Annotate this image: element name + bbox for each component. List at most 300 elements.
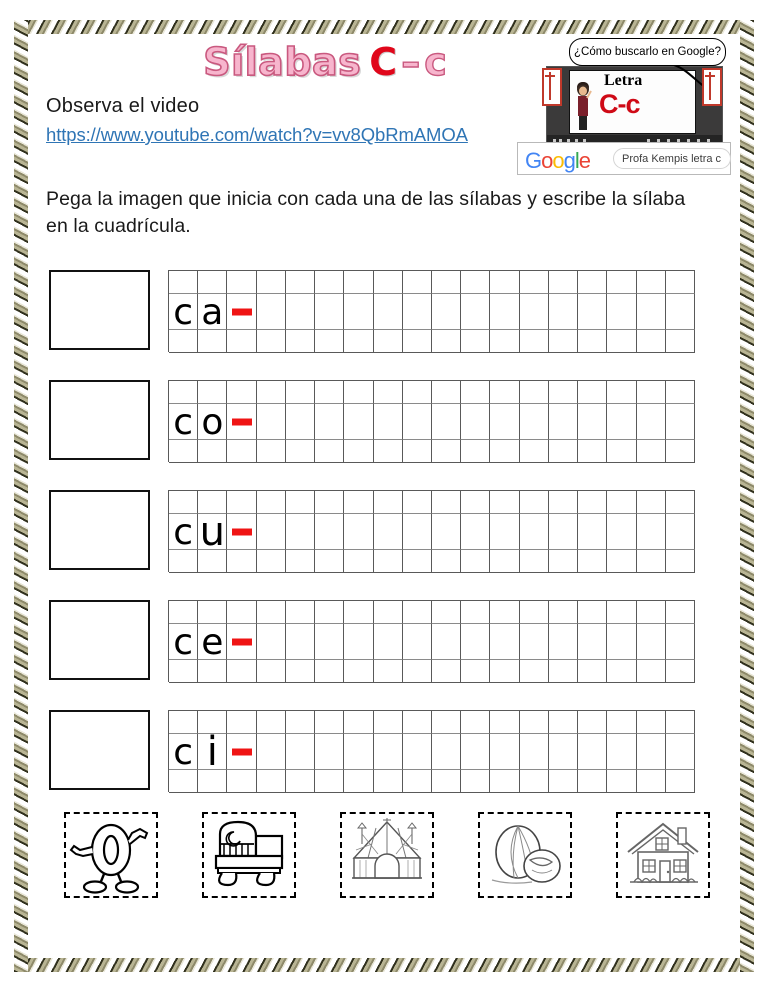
grid-cell[interactable] bbox=[169, 770, 198, 793]
grid-cell[interactable] bbox=[432, 514, 461, 550]
grid-cell[interactable] bbox=[257, 271, 286, 294]
grid-cell[interactable] bbox=[607, 770, 636, 793]
paste-image-box[interactable] bbox=[49, 490, 150, 570]
grid-cell[interactable] bbox=[666, 711, 695, 734]
grid-cell[interactable] bbox=[403, 711, 432, 734]
grid-cell[interactable] bbox=[520, 271, 549, 294]
grid-cell[interactable] bbox=[490, 404, 519, 440]
grid-cell[interactable] bbox=[315, 734, 344, 770]
grid-cell[interactable] bbox=[198, 729, 227, 775]
grid-cell[interactable] bbox=[286, 770, 315, 793]
grid-cell[interactable] bbox=[286, 624, 315, 660]
grid-cell[interactable] bbox=[344, 660, 373, 683]
grid-cell[interactable] bbox=[607, 660, 636, 683]
grid-cell[interactable] bbox=[403, 770, 432, 793]
clipart-casa[interactable] bbox=[616, 812, 710, 898]
grid-cell[interactable] bbox=[257, 711, 286, 734]
grid-cell[interactable] bbox=[666, 330, 695, 353]
grid-cell[interactable] bbox=[666, 294, 695, 330]
grid-cell[interactable] bbox=[549, 624, 578, 660]
grid-cell[interactable] bbox=[432, 550, 461, 573]
grid-cell[interactable] bbox=[666, 550, 695, 573]
exercise-rows bbox=[40, 262, 730, 812]
grid-cell[interactable] bbox=[666, 601, 695, 624]
grid-cell[interactable] bbox=[490, 271, 519, 294]
grid-cell[interactable] bbox=[286, 330, 315, 353]
grid-cell[interactable] bbox=[227, 770, 256, 793]
grid-cell[interactable] bbox=[403, 271, 432, 294]
grid-cell[interactable] bbox=[344, 440, 373, 463]
grid-cell[interactable] bbox=[520, 601, 549, 624]
grid-cell[interactable] bbox=[461, 330, 490, 353]
writing-grid[interactable] bbox=[168, 380, 695, 462]
grid-cell[interactable] bbox=[286, 271, 315, 294]
grid-cell[interactable] bbox=[227, 271, 256, 294]
grid-cell[interactable] bbox=[169, 402, 198, 443]
grid-cell[interactable] bbox=[198, 509, 227, 555]
grid-cell[interactable] bbox=[549, 601, 578, 624]
grid-cell[interactable] bbox=[432, 660, 461, 683]
grid-cell[interactable] bbox=[169, 660, 198, 683]
grid-cell[interactable] bbox=[374, 271, 403, 294]
grid-cell[interactable] bbox=[374, 514, 403, 550]
grid-cell[interactable] bbox=[432, 381, 461, 404]
grid-cell[interactable] bbox=[578, 404, 607, 440]
grid-cell[interactable] bbox=[607, 330, 636, 353]
grid-cell[interactable] bbox=[169, 381, 198, 404]
grid-cell[interactable] bbox=[374, 624, 403, 660]
grid-cell[interactable] bbox=[257, 294, 286, 330]
grid-cell[interactable] bbox=[403, 601, 432, 624]
grid-cell[interactable] bbox=[432, 440, 461, 463]
grid-cell[interactable] bbox=[344, 601, 373, 624]
grid-cell[interactable] bbox=[490, 330, 519, 353]
grid-cell[interactable] bbox=[315, 624, 344, 660]
grid-cell[interactable] bbox=[286, 734, 315, 770]
title-letter-lowercase: c bbox=[424, 40, 447, 84]
grid-cell[interactable] bbox=[315, 491, 344, 514]
grid-cell[interactable] bbox=[637, 294, 666, 330]
grid-cell[interactable] bbox=[432, 734, 461, 770]
grid-cell[interactable] bbox=[344, 624, 373, 660]
grid-cell[interactable] bbox=[403, 381, 432, 404]
grid-cell[interactable] bbox=[461, 514, 490, 550]
grid-cell[interactable] bbox=[227, 440, 256, 463]
grid-cell[interactable] bbox=[549, 514, 578, 550]
grid-cell[interactable] bbox=[549, 381, 578, 404]
grid-cell[interactable] bbox=[578, 491, 607, 514]
grid-cell[interactable] bbox=[403, 294, 432, 330]
clipart-cero[interactable] bbox=[64, 812, 158, 898]
grid-cell[interactable] bbox=[607, 624, 636, 660]
grid-cell[interactable] bbox=[344, 514, 373, 550]
grid-cell[interactable] bbox=[374, 491, 403, 514]
grid-cell[interactable] bbox=[637, 330, 666, 353]
grid-cell[interactable] bbox=[198, 770, 227, 793]
grid-cell[interactable] bbox=[198, 491, 227, 514]
grid-cell[interactable] bbox=[344, 294, 373, 330]
grid-cell[interactable] bbox=[490, 550, 519, 573]
clipart-coco[interactable] bbox=[478, 812, 572, 898]
google-logo bbox=[525, 148, 590, 174]
grid-cell[interactable] bbox=[257, 601, 286, 624]
writing-grid[interactable] bbox=[168, 710, 695, 792]
grid-cell[interactable] bbox=[666, 660, 695, 683]
grid-cell[interactable] bbox=[198, 711, 227, 734]
grid-cell[interactable] bbox=[169, 711, 198, 734]
grid-cell[interactable] bbox=[286, 440, 315, 463]
grid-cell[interactable] bbox=[461, 271, 490, 294]
grid-cell[interactable] bbox=[315, 711, 344, 734]
writing-grid[interactable] bbox=[168, 270, 695, 352]
grid-cell[interactable] bbox=[637, 660, 666, 683]
clipart-circo[interactable] bbox=[340, 812, 434, 898]
grid-cell[interactable] bbox=[315, 271, 344, 294]
grid-cell[interactable] bbox=[520, 734, 549, 770]
grid-cell[interactable] bbox=[169, 330, 198, 353]
grid-cell[interactable] bbox=[227, 734, 256, 770]
grid-cell[interactable] bbox=[520, 660, 549, 683]
grid-cell[interactable] bbox=[403, 330, 432, 353]
grid-cell[interactable] bbox=[198, 271, 227, 294]
grid-cell[interactable] bbox=[374, 294, 403, 330]
grid-cell[interactable] bbox=[344, 711, 373, 734]
grid-cell[interactable] bbox=[374, 550, 403, 573]
grid-cell[interactable] bbox=[666, 624, 695, 660]
grid-cell[interactable] bbox=[637, 624, 666, 660]
grid-cell[interactable] bbox=[198, 550, 227, 573]
grid-cell[interactable] bbox=[169, 292, 198, 333]
grid-cell[interactable] bbox=[461, 381, 490, 404]
grid-cell[interactable] bbox=[637, 491, 666, 514]
grid-cell[interactable] bbox=[432, 271, 461, 294]
grid-cell[interactable] bbox=[432, 404, 461, 440]
grid-cell[interactable] bbox=[607, 404, 636, 440]
grid-cell[interactable] bbox=[227, 330, 256, 353]
grid-cell[interactable] bbox=[520, 770, 549, 793]
google-search-bar bbox=[517, 142, 731, 175]
grid-cell[interactable] bbox=[607, 514, 636, 550]
grid-cell[interactable] bbox=[315, 330, 344, 353]
grid-cell[interactable] bbox=[666, 404, 695, 440]
grid-cell[interactable] bbox=[520, 404, 549, 440]
grid-cell[interactable] bbox=[198, 330, 227, 353]
grid-cell[interactable] bbox=[637, 271, 666, 294]
red-dash-marker bbox=[232, 308, 252, 315]
grid-cell[interactable] bbox=[666, 734, 695, 770]
grid-cell[interactable] bbox=[315, 550, 344, 573]
writing-grid[interactable] bbox=[168, 490, 695, 572]
grid-cell[interactable] bbox=[461, 660, 490, 683]
grid-cell[interactable] bbox=[169, 491, 198, 514]
grid-cell[interactable] bbox=[607, 381, 636, 404]
grid-cell[interactable] bbox=[549, 491, 578, 514]
grid-cell[interactable] bbox=[549, 734, 578, 770]
grid-cell[interactable] bbox=[286, 404, 315, 440]
grid-cell[interactable] bbox=[578, 440, 607, 463]
grid-cell[interactable] bbox=[666, 491, 695, 514]
grid-cell[interactable] bbox=[257, 550, 286, 573]
grid-cell[interactable] bbox=[461, 624, 490, 660]
grid-cell[interactable] bbox=[432, 624, 461, 660]
grid-cell[interactable] bbox=[169, 440, 198, 463]
grid-cell[interactable] bbox=[227, 404, 256, 440]
grid-cell[interactable] bbox=[461, 711, 490, 734]
grid-cell[interactable] bbox=[637, 514, 666, 550]
grid-cell[interactable] bbox=[637, 711, 666, 734]
grid-cell[interactable] bbox=[257, 330, 286, 353]
grid-cell[interactable] bbox=[403, 514, 432, 550]
grid-cell[interactable] bbox=[578, 294, 607, 330]
grid-cell[interactable] bbox=[227, 381, 256, 404]
grid-cell[interactable] bbox=[490, 734, 519, 770]
grid-cell[interactable] bbox=[344, 770, 373, 793]
grid-cell[interactable] bbox=[549, 770, 578, 793]
grid-cell[interactable] bbox=[520, 294, 549, 330]
grid-cell[interactable] bbox=[169, 271, 198, 294]
grid-cell[interactable] bbox=[490, 601, 519, 624]
grid-cell[interactable] bbox=[461, 294, 490, 330]
grid-cell[interactable] bbox=[169, 622, 198, 663]
grid-cell[interactable] bbox=[637, 601, 666, 624]
grid-cell[interactable] bbox=[490, 491, 519, 514]
grid-cell[interactable] bbox=[374, 381, 403, 404]
grid-cell[interactable] bbox=[549, 404, 578, 440]
grid-cell[interactable] bbox=[315, 440, 344, 463]
grid-cell[interactable] bbox=[403, 660, 432, 683]
grid-cell[interactable] bbox=[257, 491, 286, 514]
grid-cell[interactable] bbox=[315, 381, 344, 404]
video-frame-handle-left bbox=[542, 68, 562, 106]
grid-cell[interactable] bbox=[520, 624, 549, 660]
grid-cell[interactable] bbox=[403, 404, 432, 440]
grid-cell[interactable] bbox=[227, 550, 256, 573]
grid-cell[interactable] bbox=[666, 514, 695, 550]
exercise-row bbox=[40, 482, 730, 592]
grid-cell[interactable] bbox=[607, 440, 636, 463]
grid-cell[interactable] bbox=[286, 550, 315, 573]
grid-cell[interactable] bbox=[344, 271, 373, 294]
grid-cell[interactable] bbox=[286, 294, 315, 330]
grid-cell[interactable] bbox=[637, 734, 666, 770]
grid-cell[interactable] bbox=[461, 404, 490, 440]
grid-cell[interactable] bbox=[374, 711, 403, 734]
grid-cell[interactable] bbox=[520, 330, 549, 353]
grid-cell[interactable] bbox=[286, 601, 315, 624]
grid-cell[interactable] bbox=[198, 292, 227, 333]
grid-cell[interactable] bbox=[490, 294, 519, 330]
grid-cell[interactable] bbox=[286, 711, 315, 734]
grid-cell[interactable] bbox=[578, 734, 607, 770]
grid-cell[interactable] bbox=[490, 711, 519, 734]
paste-image-box[interactable] bbox=[49, 380, 150, 460]
grid-cell[interactable] bbox=[607, 491, 636, 514]
grid-cell[interactable] bbox=[461, 491, 490, 514]
grid-cell[interactable] bbox=[490, 381, 519, 404]
grid-cell[interactable] bbox=[666, 440, 695, 463]
grid-cell[interactable] bbox=[666, 271, 695, 294]
grid-cell[interactable] bbox=[403, 491, 432, 514]
grid-cell[interactable] bbox=[315, 404, 344, 440]
grid-cell[interactable] bbox=[227, 294, 256, 330]
grid-cell[interactable] bbox=[607, 271, 636, 294]
video-url-link[interactable]: https://www.youtube.com/watch?v=vv8QbRmAMOA bbox=[46, 124, 468, 145]
syllable-letter: c bbox=[173, 732, 193, 773]
grid-cell[interactable] bbox=[198, 440, 227, 463]
grid-cell[interactable] bbox=[286, 381, 315, 404]
grid-cell[interactable] bbox=[432, 601, 461, 624]
paste-image-box[interactable] bbox=[49, 600, 150, 680]
grid-cell[interactable] bbox=[549, 550, 578, 573]
grid-cell[interactable] bbox=[374, 660, 403, 683]
grid-cell[interactable] bbox=[607, 550, 636, 573]
grid-cell[interactable] bbox=[403, 624, 432, 660]
grid-cell[interactable] bbox=[520, 514, 549, 550]
google-logo-o1: o bbox=[541, 148, 553, 173]
grid-cell[interactable] bbox=[344, 404, 373, 440]
grid-cell[interactable] bbox=[490, 514, 519, 550]
grid-cell[interactable] bbox=[198, 402, 227, 443]
grid-cell[interactable] bbox=[432, 294, 461, 330]
grid-cell[interactable] bbox=[666, 381, 695, 404]
grid-cell[interactable] bbox=[490, 660, 519, 683]
grid-cell[interactable] bbox=[549, 660, 578, 683]
grid-cell[interactable] bbox=[403, 734, 432, 770]
grid-cell[interactable] bbox=[374, 330, 403, 353]
grid-cell[interactable] bbox=[403, 550, 432, 573]
grid-cell[interactable] bbox=[169, 512, 198, 553]
grid-cell[interactable] bbox=[315, 294, 344, 330]
grid-cell[interactable] bbox=[374, 770, 403, 793]
grid-cell[interactable] bbox=[607, 294, 636, 330]
grid-cell[interactable] bbox=[578, 381, 607, 404]
grid-cell[interactable] bbox=[490, 440, 519, 463]
grid-cell[interactable] bbox=[461, 601, 490, 624]
grid-cell[interactable] bbox=[198, 622, 227, 663]
grid-cell[interactable] bbox=[637, 770, 666, 793]
grid-cell[interactable] bbox=[227, 624, 256, 660]
grid-cell[interactable] bbox=[520, 491, 549, 514]
grid-cell[interactable] bbox=[461, 734, 490, 770]
grid-cell[interactable] bbox=[578, 624, 607, 660]
grid-cell[interactable] bbox=[490, 624, 519, 660]
grid-cell[interactable] bbox=[520, 550, 549, 573]
grid-cell[interactable] bbox=[666, 770, 695, 793]
grid-cell[interactable] bbox=[432, 711, 461, 734]
paste-image-box[interactable] bbox=[49, 710, 150, 790]
exercise-row bbox=[40, 702, 730, 812]
grid-cell[interactable] bbox=[578, 271, 607, 294]
grid-cell[interactable] bbox=[257, 381, 286, 404]
grid-cell[interactable] bbox=[432, 770, 461, 793]
grid-cell[interactable] bbox=[637, 550, 666, 573]
grid-cell[interactable] bbox=[374, 734, 403, 770]
grid-cell[interactable] bbox=[344, 734, 373, 770]
grid-cell[interactable] bbox=[257, 660, 286, 683]
grid-cell[interactable] bbox=[198, 381, 227, 404]
grid-cell[interactable] bbox=[257, 770, 286, 793]
grid-cell[interactable] bbox=[578, 550, 607, 573]
grid-cell[interactable] bbox=[344, 550, 373, 573]
grid-cell[interactable] bbox=[198, 660, 227, 683]
grid-cell[interactable] bbox=[432, 491, 461, 514]
grid-cell[interactable] bbox=[520, 440, 549, 463]
grid-cell[interactable] bbox=[637, 440, 666, 463]
google-logo-o2: o bbox=[552, 148, 564, 173]
grid-cell[interactable] bbox=[169, 601, 198, 624]
grid-cell[interactable] bbox=[607, 734, 636, 770]
grid-cell[interactable] bbox=[403, 440, 432, 463]
grid-cell[interactable] bbox=[549, 271, 578, 294]
clipart-cuna[interactable] bbox=[202, 812, 296, 898]
grid-cell[interactable] bbox=[607, 711, 636, 734]
grid-cell[interactable] bbox=[315, 514, 344, 550]
grid-cell[interactable] bbox=[549, 294, 578, 330]
grid-cell[interactable] bbox=[637, 404, 666, 440]
grid-cell[interactable] bbox=[257, 624, 286, 660]
grid-cell[interactable] bbox=[344, 381, 373, 404]
grid-cell[interactable] bbox=[637, 381, 666, 404]
grid-cell[interactable] bbox=[257, 514, 286, 550]
grid-cell[interactable] bbox=[549, 330, 578, 353]
grid-cell[interactable] bbox=[432, 330, 461, 353]
grid-cell[interactable] bbox=[374, 601, 403, 624]
grid-cell[interactable] bbox=[257, 734, 286, 770]
grid-cell[interactable] bbox=[344, 491, 373, 514]
grid-cell[interactable] bbox=[490, 770, 519, 793]
grid-cell[interactable] bbox=[198, 601, 227, 624]
grid-cell[interactable] bbox=[549, 711, 578, 734]
google-search-input[interactable] bbox=[613, 148, 731, 169]
callout-bubble bbox=[569, 38, 726, 66]
grid-cell[interactable] bbox=[227, 491, 256, 514]
grid-cell[interactable] bbox=[578, 514, 607, 550]
paste-image-box[interactable] bbox=[49, 270, 150, 350]
grid-cell[interactable] bbox=[578, 330, 607, 353]
video-title-cc: C-c bbox=[599, 89, 640, 119]
grid-cell[interactable] bbox=[549, 440, 578, 463]
grid-cell[interactable] bbox=[227, 660, 256, 683]
grid-cell[interactable] bbox=[520, 381, 549, 404]
grid-cell[interactable] bbox=[286, 514, 315, 550]
grid-cell[interactable] bbox=[315, 770, 344, 793]
grid-cell[interactable] bbox=[578, 660, 607, 683]
grid-cell[interactable] bbox=[227, 711, 256, 734]
grid-cell[interactable] bbox=[315, 660, 344, 683]
grid-cell[interactable] bbox=[578, 770, 607, 793]
grid-cell[interactable] bbox=[169, 550, 198, 573]
grid-cell[interactable] bbox=[374, 404, 403, 440]
grid-cell[interactable] bbox=[461, 440, 490, 463]
grid-cell[interactable] bbox=[227, 514, 256, 550]
writing-grid[interactable] bbox=[168, 600, 695, 682]
grid-cell[interactable] bbox=[227, 601, 256, 624]
grid-cell[interactable] bbox=[374, 440, 403, 463]
grid-cell[interactable] bbox=[169, 732, 198, 773]
grid-cell[interactable] bbox=[257, 440, 286, 463]
grid-cell[interactable] bbox=[520, 711, 549, 734]
grid-cell[interactable] bbox=[344, 330, 373, 353]
grid-cell[interactable] bbox=[607, 601, 636, 624]
grid-cell[interactable] bbox=[315, 601, 344, 624]
grid-cell[interactable] bbox=[461, 550, 490, 573]
grid-cell[interactable] bbox=[578, 601, 607, 624]
grid-cell[interactable] bbox=[257, 404, 286, 440]
grid-cell[interactable] bbox=[461, 770, 490, 793]
grid-cell[interactable] bbox=[286, 491, 315, 514]
grid-cell[interactable] bbox=[286, 660, 315, 683]
grid-cell[interactable] bbox=[578, 711, 607, 734]
